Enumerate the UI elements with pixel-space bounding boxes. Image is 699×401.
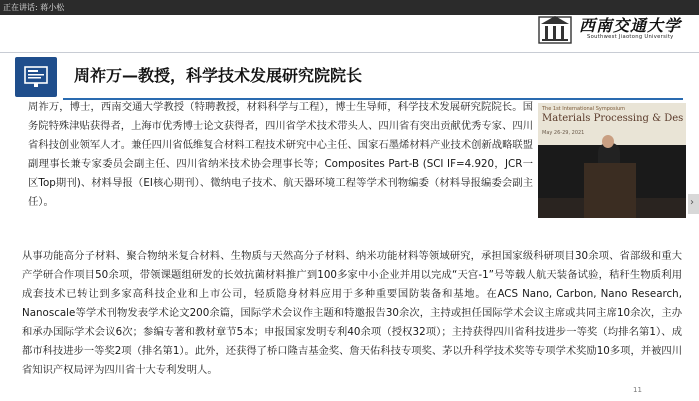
research-paragraph: 从事功能高分子材料、聚合物纳米复合材料、生物质与天然高分子材料、纳米功能材料等领域研究，承担国家级科研项目30余项、省部级和重大产学研合作项目50余项，带领课题组研发的长效抗菌材料推广到100多家中小企业并用以完成“天宫-1”号等载人航天装备试验，秸秆生物质利用成套技术已转让到多家高科技企业和上市公司，轻质隐身材料应用于多种重要国防装备和基地。在ACS Nano, Carbon, Nano Research, Nanoscale等学术刊物发表学术论文200余篇，国际学术会议作主题和特邀报告30余次，主持或担任国际学术会议主席或共同主席10余次，主办和承办国际学术会议6次；参编专著和教材章节5本；申报国家发明专利40余项（授权32项）；主持获得四川省科技进步一等奖（均排名第1）、成都市科技进步一等奖2项（排名第1）。此外，还获得了桥口隆吉基金奖、詹天佑科技专项奖、茅以升科学技术奖等专项学术奖励10多项，并被四川省知识产权局评为四川省十大专利发明人。 bbox=[22, 250, 682, 376]
speaker-photo bbox=[538, 103, 686, 218]
page-number: 11 bbox=[633, 386, 642, 394]
chevron-right-icon: › bbox=[690, 197, 694, 208]
banner-text-line2: Materials Processing & Des bbox=[542, 113, 684, 124]
banner-text-line3: May 26-29, 2021 bbox=[542, 130, 585, 136]
slide-title: 周祚万—教授，科学技术发展研究院院长 bbox=[74, 66, 363, 85]
banner-text-line1: The 1st International Symposium bbox=[542, 106, 625, 112]
biography-paragraph: 周祚万，博士，西南交通大学教授（特聘教授，材料科学与工程），博士生导师，科学技术发展研究院院长。国务院特殊津贴获得者，上海市优秀博士论文获得者，四川省学术技术带头人、四川省有突出贡献优秀专家、四川省科技创业领军人才。兼任四川省低维复合材料工程技术研究中心主任、国家石墨烯材料产业技术创新战略联盟副理事长兼专家委员会副主任、四川省纳米技术协会理事长等；Composites Part-B (SCI IF=4.920，JCR一区Top期刊)、材料导报（EI核心期刊）、微纳电子技术、航天器环境工程等学术刊物编委（材料导报编委会副主任）。 bbox=[28, 101, 533, 208]
university-seal-icon bbox=[537, 15, 573, 46]
active-speaker-label: 正在讲话: 蒋小松 bbox=[3, 3, 65, 12]
photo-podium bbox=[584, 163, 636, 218]
photo-speaker-head bbox=[602, 135, 614, 148]
presentation-board-icon bbox=[15, 57, 57, 97]
shared-slide bbox=[0, 15, 699, 401]
header-divider bbox=[0, 52, 699, 53]
university-logo bbox=[537, 15, 697, 46]
next-slide-button[interactable] bbox=[688, 194, 699, 214]
university-name-cn: 西南交通大学 bbox=[579, 16, 682, 35]
meeting-top-bar bbox=[0, 0, 699, 15]
university-name-en: Southwest Jiaotong University bbox=[587, 34, 674, 40]
